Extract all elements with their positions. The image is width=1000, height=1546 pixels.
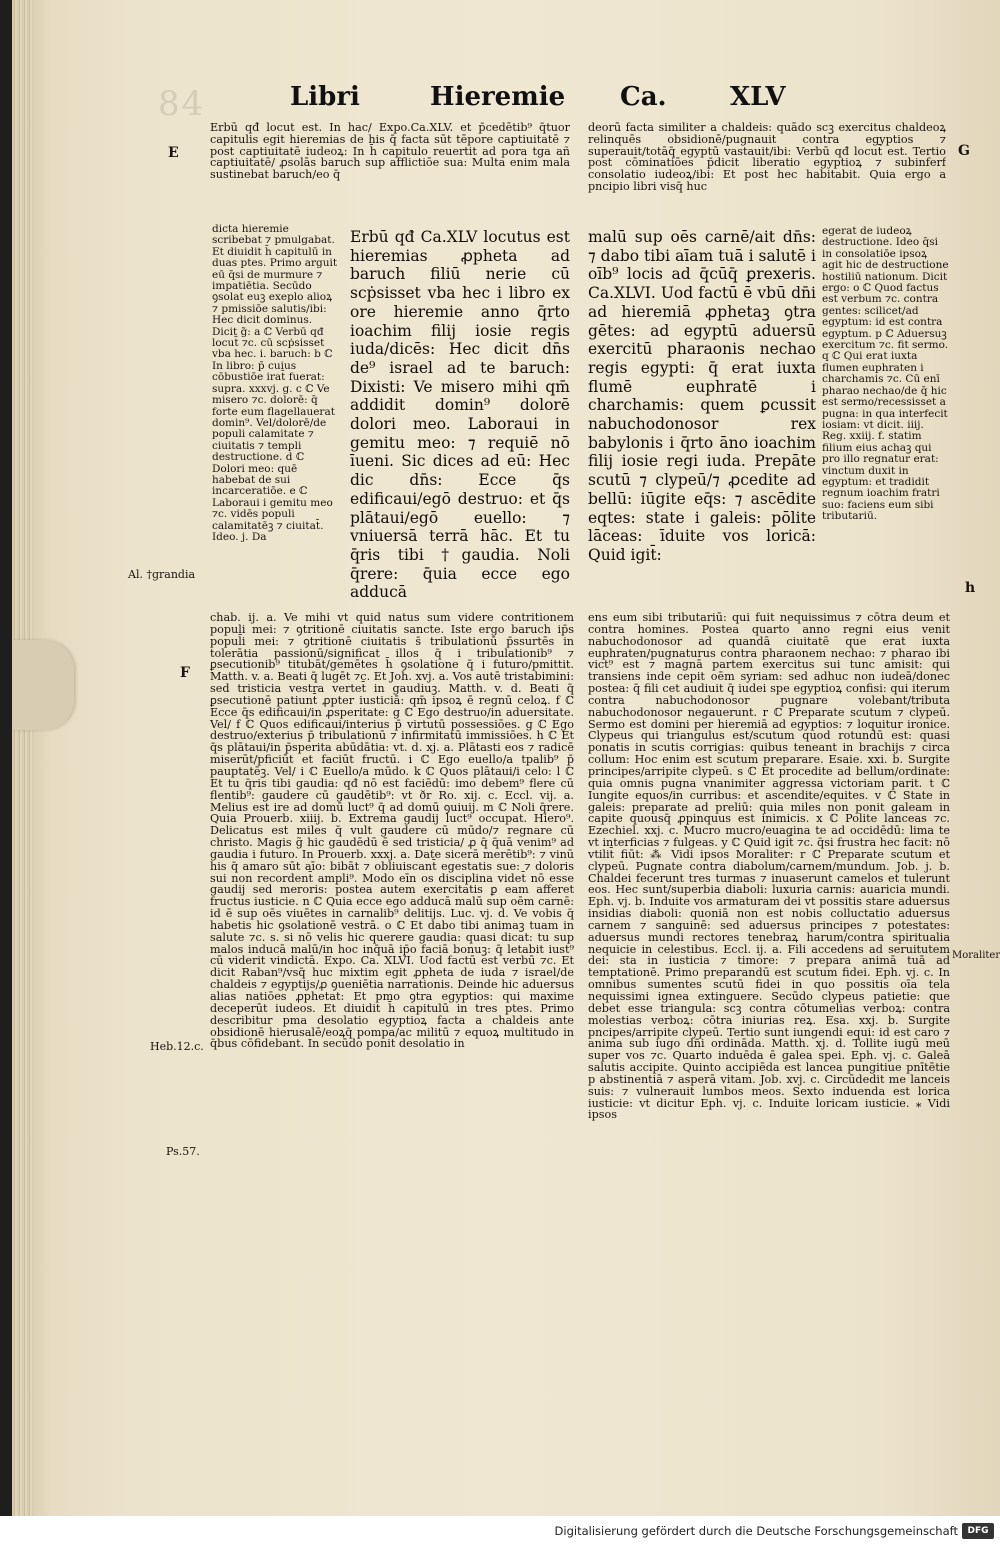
gloss-bottom-left: chab. ij. a. Ve mihi vt quid natus sum videre contritionem populi mei: ⁊ ꝯtritionē ciuitatis sancte. Iste ergo baruch ip̄s popul̄i mei: ⁊ ꝯtritionē ciuitatis s̄ tribulationū p̄ssurtēs in tolerātia passionū/significat illos q̄ i tribulationib⁹ ⁊ ꝑsecutionib⁹ titubāt/gemētes h̄ ꝯsolatione q̄ i futuro/pmittit. Matth. v. a. Beati q̄ lugēt ⁊c. Et Joh. xvj. a. Vos autē tristabimini: sed tristicia vestra vertet̄ in gaudiuꝫ. Matth. v. d. Beati q̄ ꝑsecutionē patiunt̄ ꝓpter iusticiā: qm̄ ipsoꝝ ē regnū celoꝝ. f ℂ Ecce q̄s edificaui/in ꝓsperitate: g ℂ Ego destruo/in aduersitate. Vel/ f ℂ Quos edificaui/interius p̄ virtutū possessiōes. g ℂ Ego destruo/exterius p̄ tribulationū ⁊ infirmitatū immissiōes. h ℂ Et q̄s plātaui/in p̄sperita abūdātia: vt. d. xj. a. Plātasti eos ⁊ radicē miserūt/pficiūt et faciūt fructū. i ℂ Ego euello/a tpalib⁹ p̄ pauptatēꝫ. Vel/ i ℂ Euello/a mūdo. k ℂ Quos plātaui/i celo: l ℂ Et tu q̄ris tibi gaudia: qđ nō est faciēdū: imo debem⁹ flere cū flentib⁹: gaudere cū gaudētib⁹: vt ðr Ro. xij. c. Eccl. vij. a. Melius est ire ad domū luct⁹ q̄ ad domū ꝯuiuij. m ℂ Noli q̄rere. Quia Prouerb. xiiij. b. Extrema gaudij luct⁹ occupat. Hiero⁹. Delicatus est miles q̄ vult gaudere cū mūdo/⁊ regnare cū christo. Magis g̃ hic gaudēdū ē sed tristicia/ ꝓ q̄ q̄uā venim⁹ ad gaudia i futuro. In Prouerb. xxxj. a. Date sicerā merētib⁹: ⁊ vinū his q̄ amaro sūt aīo: bibāt ⁊ obliuiscant̄ egestatis sue: ⁊ doloris sui non recordent̄ ampli⁹. Modo eīn os disciplina videt̄ nō esse gaudij sed meroris: postea autem exercitatis ꝑ eam afferet fructus iusticie. n ℂ Quia ecce ego adducā malū sup oēm carnē: id ē sup oēs viuētes in carnalib⁹ delitijs. Luc. vj. d. Ve vobis q̄ habetis hic ꝯsolationē vestrā. o ℂ Et dabo tibi animaꝫ tuam in salute ⁊c. s. si nō velis hic querere gaudia: quasi dicat: tu sup malos inducā malū/in hoc inq̄uā ip̄o faciā bonuꝫ: q̄ letabit iust⁹ cū viderit vindictā. Expo. Ca. XLVI. Uod factū est verbū ⁊c. Et dicit Raban⁹/vsq̄ huc mixtim egit ꝓpheta de iuda ⁊ israel/de chaldeis ⁊ egyptijs/ꝓ ꝯueniētia narrationis. Deinde hic aduersus alias natiōes ꝓphetat: Et pmo ꝯtra egyptios: qui maxime deceperūt iudeos. Et diuidit h̄ capitulū in tres ptes. Primo describitur pma desolatio egyptioꝝ facta a chaldeis ante obsidionē hierusalē/eoꝝq̄ pompa/ac militū ⁊ equoꝝ multitudo in q̄bus cōfidebant. In secūdo ponit desolatio in xyxy=(210,612,574,1051)
main-text-column-2: malū sup oēs carnē/ait dn̄s: ⁊ dabo tibi aīam tuā i salutē i oīb⁹ locis ad q̄cūq̄ ꝑrexeris. Ca.XLVI. Uod factū ē vbū dn̄i ad hieremiā ꝓphetaꝫ ꝯtra gētes: ad egyptū aduersū exercitū pharaonis nechao regis egypti: q̄ erat iuxta flumē euphratē i charchamis: quem ꝑcussit nabuchodonosor rex babylonis i q̄rto āno ioachim filij iosie regi iuda. Prepāte scutū ⁊ clypeū/⁊ ꝓcedite ad bellū: iūgite eq̄s: ⁊ ascēdite eqtes: state i galeis: pōlite lāceas: īduite vos loricā: Quid igit̄: xyxy=(588,228,816,564)
footer-bar xyxy=(0,1516,1000,1546)
margin-letter: E xyxy=(168,145,179,161)
running-head-word: XLV xyxy=(730,82,786,112)
running-head xyxy=(290,82,810,118)
footer-credit: Digitalisierung gefördert durch die Deutsche Forschungsgemeinschaft xyxy=(554,1524,958,1538)
running-head-word: Libri xyxy=(290,82,360,112)
running-head-word: Ca. xyxy=(620,82,667,112)
marginal-note: Al. †grandia xyxy=(128,568,196,581)
dfg-logo: DFG xyxy=(962,1523,994,1539)
margin-letter: G xyxy=(958,143,970,159)
gloss-top-left: Erbū qđ locut̄ est. In hac/ Expo.Ca.XLV. et p̄cedētib⁹ q̄tuor capitulis egit hieremias de his q̄ facta sūt tēpore captiuitatē ⁊ post captiuitatē iudeoꝝ: In h̄ capitulo reuertit ad pora tga añ captiuitatē/ ꝓsolās baruch sup afflictiōe sua: Multa enim mala sustinebat baruch/eo q̄ xyxy=(210,122,570,182)
gloss-right-column: egerat de iudeoꝝ destructione. Ideo q̄si in consolatiōe ipsoꝝ agit hic de destructione hostiliū nationum. Dicit ergo: o ℂ Quod factus est verbum ⁊c. contra gentes: scilicet/ad egyptum: id est contra egyptum. p ℂ Aduersuꝫ exercitum ⁊c. fit sermo. q ℂ Qui erat iuxta flumen euphraten i charchamis ⁊c. Cū enī pharao nechao/de q̄ hic est sermo/recessisset a pugna: in qua interfecit iosiam: vt dicit. iiij. Reg. xxiij. f. statim filium eius achaꝫ qui pro illo regnatur erat: vinctum duxit in egyptum: et tradidit regnum ioachim fratri suo: faciens eum sibi tributariū. xyxy=(822,226,949,523)
marginal-note: Ps.57. xyxy=(166,1145,200,1158)
page-tab xyxy=(12,640,74,730)
gloss-bottom-right: ens eum sibi tributariū: qui fuit nequissimus ⁊ cōtra deum et contra homines. Postea quarto anno regni eius venit nabuchodonosor ad quandā ciuitatē que erat iuxta euphraten/pugnaturus contra pharaonem nechao: ⁊ pharao ibi vict⁹ est ⁊ magnā partem exercitus sui tunc amisit: qui transiens inde cepit oēm syriam: sed adhuc non iudeā/donec postea: q̄ fili cet audiuit q̄ iudei spe egyptioꝝ confisi: qui iterum contra nabuchodonosor pugnare volebant/tributa nabuchodonosor negauerunt. r ℂ Preparate scutum ⁊ clypeū. Sermo est domini per hieremiā ad egyptios: ⁊ loquitur ironice. Clypeus qui triangulus est/scutum quod rotundū est: quasi ponatis in scutis corrigias: quibus teneant in brachijs ⁊ circa collum: Hoc enim est scutum preparare. Esaie. xxi. b. Surgite principes/arripite clypeū. s ℂ Et procedite ad bellum/ordinate: quia omnis pugna vnanimiter aggressa victoriam parit. t ℂ Iungite equos/in curribus: et ascendite/equites. v ℂ State in galeis: preparate ad preliū: quia miles non ponit galeam in capite quousq̄ ꝓpinquus est inimicis. x ℂ Polite lanceas ⁊c. Ezechiel. xxj. c. Mucro mucro/euagina te ad occidēdū: lima te vt interficias ⁊ fulgeas. y ℂ Quid igit̄ ⁊c. q̄si frustra hec facit: nō vtilit̄ fiūt: ⁂ Vidi ipsos Moraliter: r ℂ Preparate scutum et clypeū. Pugnate contra diabolum/carnem/mundum. Job. j. b. Chaldei fecerunt tres turmas ⁊ inuaserunt camelos et tulerunt eos. Hec sunt/superbia diaboli: luxuria carnis: auaricia mundi. Eph. vj. b. Induite vos armaturam dei vt possitis stare aduersus insidias diaboli: quoniā non est nobis colluctatio aduersus carnem ⁊ sanguinē: sed aduersus principes ⁊ potestates: aduersus mundi rectores tenebraꝝ harum/contra spiritualia nequicie in celestibus. Eccl. ij. a. Fili accedens ad seruitutem dei: sta in iusticia ⁊ timore: ⁊ prepara animā tuā ad temptationē. Primo preparandū est scutum fidei. Eph. vj. c. In omnibus sumentes scutū fidei in quo possitis oīa tela nequissimi ignea extinguere. Secūdo clypeus patietie: que debet esse triangula: scꝫ contra cōtumelias verboꝝ: contra molestias verboꝝ: cōtra iniurias reꝝ. Esa. xxj. b. Surgite pncipes/arripite clypeū. Tertio sunt iungendi equi: id est caro ⁊ anima sub iugo dn̄i ordināda. Matth. xj. d. Tollite iugū meū super vos ⁊c. Quarto induēda ē galea spei. Eph. vj. c. Galeā salutis accipite. Quinto accipiēda est lancea pungitiue pnītētie p abstinentiā ⁊ asperā vitam. Job. xvj. c. Circūdedit me lanceis suis: ⁊ vulnerauit lumbos meos. Sexto induenda est lorica iusticie: vt dicitur Eph. vj. c. Induite loricam iusticie. ⁎ Vidi ipsos xyxy=(588,612,950,1122)
gloss-left-column: dicta hieremie scribebat ⁊ pmulgabat. Et diuidit h̄ capitulū in duas ptes. Primo arguit eū q̄si de murmure ⁊ impatiētia. Secūdo ꝯsolat euꝫ exeplo alioꝝ ⁊ pmissiōe salutis/ibi: Hec dicit dominus. Dicit g̃: a ℂ Verbū qđ locut̄ ⁊c. cū scṗsisset vba hec. i. baruch: b ℂ In libro: p̄ cuius cōbustiōe irat̄ fuerat: supra. xxxvj. g. c ℂ Ve misero ⁊c. dolorē: q̄ forte eum flagellauerat domin⁹. Vel/dolorē/de populi calamitate ⁊ ciuitatis ⁊ templi destructione. d ℂ Dolori meo: quē habebat de sui incarceratiōe. e ℂ Laboraui i gemitu meo ⁊c. vidēs populi calamitatēꝫ ⁊ ciuitat̄. Ideo. j. Da xyxy=(212,224,338,543)
folio-number: 84 xyxy=(158,84,206,124)
margin-letter: F xyxy=(180,665,190,681)
marginal-note: Moraliter xyxy=(952,950,1000,961)
main-text-column-1: Erbū qđ Ca.XLV locutus est hieremias ꝓpheta ad baruch filiū nerie cū scṗsisset vba hec i libro ex ore hieremie anno q̄rto ioachim filij iosie regis iuda/dicēs: Hec dicit dn̄s de⁹ israel ad te baruch: Dixisti: Ve misero mihi qm̄ addidit domin⁹ dolorē dolori meo. Laboraui in gemitu meo: ⁊ requiē nō īueni. Sic dices ad eū: Hec dic dn̄s: Ecce q̄s edificaui/egō destruo: et q̄s plātaui/egō euello: ⁊ vniuersā terrā hāc. Et tu q̄ris tibi †gaudia. Noli q̄rere: q̄uia ecce ego adducā xyxy=(350,228,570,602)
running-head-word: Hieremie xyxy=(430,82,566,112)
page-edge-stack xyxy=(12,0,34,1516)
gloss-top-right: deorū facta similiter a chaldeis: quādo scꝫ exercitus chaldeoꝝ relinquēs obsidionē/pugnauit contra egyptios ⁊ superauit/totāq̄ egyptū vastauit/ibi: Verbū qđ locut̄ est. Tertio post cōminatiōes p̄dicit liberatio egyptioꝝ ⁊ subinferf consolatio iudeoꝝ/ibi: Et post hec habitabit. Quia ergo a pncipio libri visq̄ huc xyxy=(588,122,946,193)
marginal-note: Heb.12.c. xyxy=(150,1040,204,1053)
margin-letter: h xyxy=(965,580,976,596)
